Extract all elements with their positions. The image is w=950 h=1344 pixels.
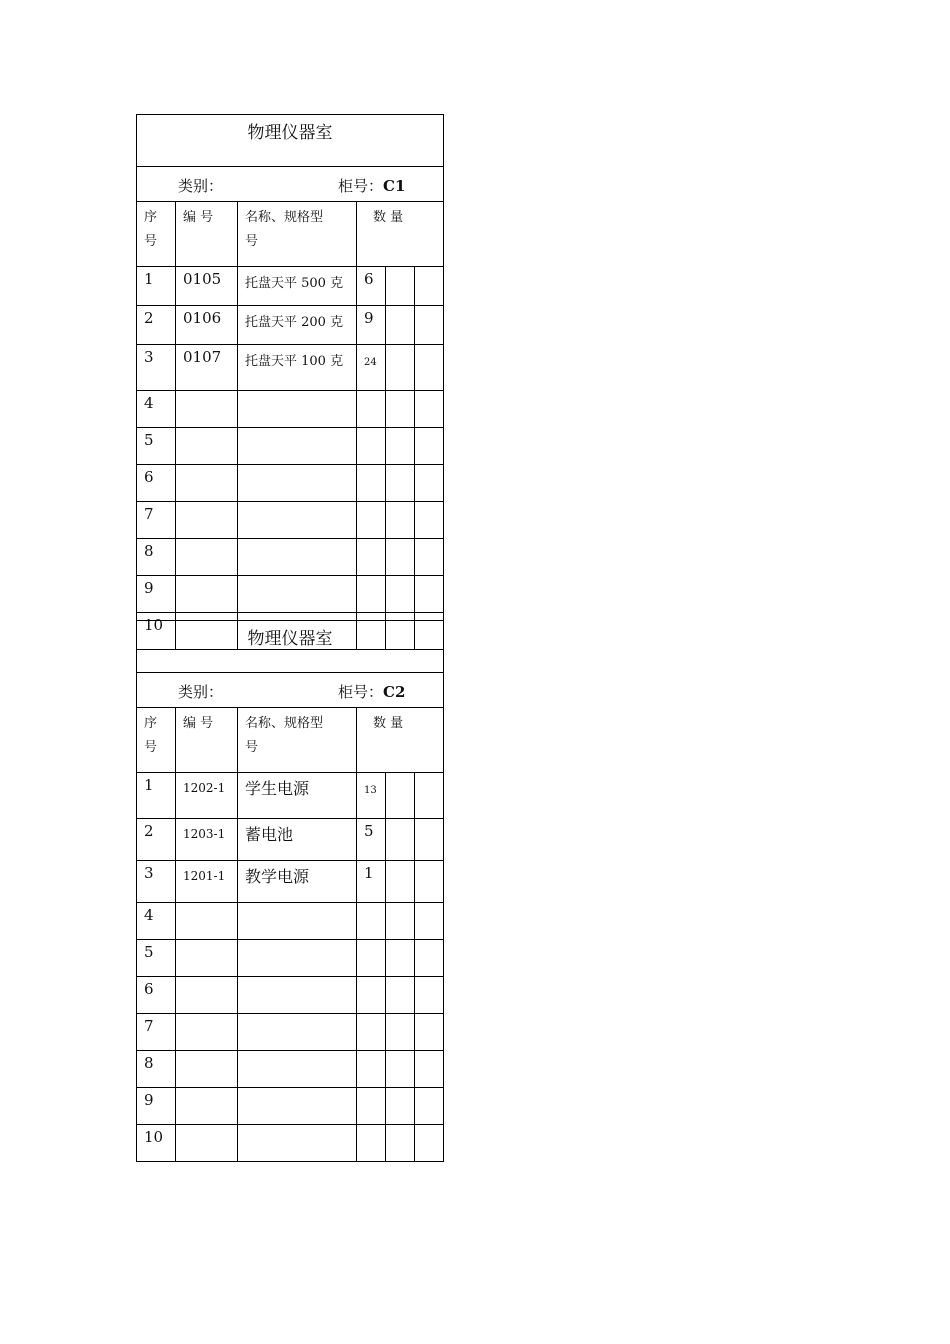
header-quantity: 数 量 [357,708,444,773]
row-blank-cell [415,267,444,306]
table-row [137,940,444,977]
row-blank-cell [386,428,415,465]
header-seq: 序 号 [137,708,176,773]
row-name [238,1051,357,1088]
row-qty [357,1014,386,1051]
row-seq: 3 [137,345,176,391]
table-row [137,903,444,940]
row-code [176,576,238,613]
row-name [238,1125,357,1162]
row-blank-cell [415,903,444,940]
row-blank-cell [386,819,415,861]
row-blank-cell [415,1014,444,1051]
row-name [238,502,357,539]
table-row [137,1088,444,1125]
row-qty [357,465,386,502]
row-seq: 6 [137,977,176,1014]
table-row [137,773,444,819]
header-code: 编 号 [176,202,238,267]
row-name: 托盘天平 100 克 [238,345,357,391]
cabinet-label: 柜号： [338,683,384,701]
row-code: 1201-1 [176,861,238,903]
row-qty [357,1125,386,1162]
row-code [176,1088,238,1125]
table-header-row [137,708,444,773]
row-code [176,1014,238,1051]
card-meta-row [137,673,444,708]
row-code: 0106 [176,306,238,345]
row-blank-cell [386,539,415,576]
row-name: 托盘天平 500 克 [238,267,357,306]
table-row [137,861,444,903]
row-blank-cell [386,861,415,903]
row-seq: 9 [137,1088,176,1125]
table-row [137,428,444,465]
row-blank-cell [386,502,415,539]
cabinet-field [338,681,405,702]
row-blank-cell [415,306,444,345]
row-seq: 9 [137,576,176,613]
row-qty: 5 [357,819,386,861]
table-row [137,576,444,613]
table-row [137,819,444,861]
row-qty [357,502,386,539]
table-row [137,465,444,502]
row-qty [357,977,386,1014]
row-code: 0105 [176,267,238,306]
card-title: 物理仪器室 [137,115,444,167]
row-seq: 4 [137,903,176,940]
header-name: 名称、规格型号 [238,708,357,773]
card-meta-row [137,167,444,202]
row-qty: 9 [357,306,386,345]
row-code [176,977,238,1014]
row-blank-cell [415,773,444,819]
row-code [176,903,238,940]
row-blank-cell [386,1051,415,1088]
row-name [238,428,357,465]
row-blank-cell [386,391,415,428]
row-qty [357,1051,386,1088]
table-row [137,391,444,428]
header-code: 编 号 [176,708,238,773]
table-row [137,502,444,539]
row-seq: 8 [137,539,176,576]
row-blank-cell [415,539,444,576]
row-seq: 2 [137,306,176,345]
row-code [176,1051,238,1088]
row-blank-cell [386,773,415,819]
row-blank-cell [415,576,444,613]
row-blank-cell [415,502,444,539]
row-seq: 1 [137,773,176,819]
row-seq: 10 [137,1125,176,1162]
row-name: 托盘天平 200 克 [238,306,357,345]
row-blank-cell [415,819,444,861]
row-blank-cell [386,345,415,391]
row-name: 学生电源 [238,773,357,819]
row-code [176,940,238,977]
table-row [137,345,444,391]
row-qty [357,391,386,428]
category-label: 类别： [178,177,224,195]
row-name: 蓄电池 [238,819,357,861]
row-qty [357,539,386,576]
row-blank-cell [386,1125,415,1162]
row-name [238,1014,357,1051]
inventory-card-c1 [136,114,443,650]
row-qty [357,940,386,977]
row-name [238,576,357,613]
row-qty: 13 [357,773,386,819]
table-row [137,977,444,1014]
header-name: 名称、规格型号 [238,202,357,267]
inventory-card-c2 [136,620,443,1162]
row-qty: 6 [357,267,386,306]
row-qty [357,1088,386,1125]
row-name [238,1088,357,1125]
cabinet-label: 柜号： [338,177,384,195]
row-code: 1203-1 [176,819,238,861]
row-name [238,465,357,502]
row-blank-cell [415,977,444,1014]
row-blank-cell [415,1125,444,1162]
table-row [137,306,444,345]
row-name [238,977,357,1014]
row-code [176,539,238,576]
row-blank-cell [415,1051,444,1088]
row-name [238,940,357,977]
row-blank-cell [415,428,444,465]
inventory-table [136,620,444,1162]
row-seq: 4 [137,391,176,428]
row-blank-cell [415,1088,444,1125]
row-seq: 3 [137,861,176,903]
row-blank-cell [415,391,444,428]
row-blank-cell [386,267,415,306]
row-qty: 24 [357,345,386,391]
row-blank-cell [386,465,415,502]
row-blank-cell [415,345,444,391]
row-name [238,903,357,940]
row-blank-cell [386,977,415,1014]
row-qty [357,576,386,613]
row-blank-cell [386,903,415,940]
cabinet-field [338,175,405,196]
row-name: 教学电源 [238,861,357,903]
table-row [137,267,444,306]
row-blank-cell [415,940,444,977]
table-row [137,1125,444,1162]
row-seq: 6 [137,465,176,502]
row-blank-cell [415,465,444,502]
row-code [176,428,238,465]
row-name [238,539,357,576]
cabinet-number: C1 [383,177,406,195]
row-code: 1202-1 [176,773,238,819]
row-seq: 8 [137,1051,176,1088]
row-code [176,1125,238,1162]
row-blank-cell [386,1014,415,1051]
row-name [238,391,357,428]
row-seq: 5 [137,428,176,465]
table-row [137,1051,444,1088]
header-seq: 序 号 [137,202,176,267]
row-blank-cell [415,861,444,903]
row-qty [357,428,386,465]
row-code [176,502,238,539]
category-label: 类别： [178,683,224,701]
table-row [137,539,444,576]
row-seq: 2 [137,819,176,861]
row-seq: 7 [137,502,176,539]
row-seq: 10 [137,613,176,650]
row-seq: 1 [137,267,176,306]
row-blank-cell [386,1088,415,1125]
row-blank-cell [386,306,415,345]
inventory-table [136,114,444,650]
row-code: 0107 [176,345,238,391]
row-blank-cell [386,576,415,613]
row-seq: 7 [137,1014,176,1051]
row-code [176,391,238,428]
table-row [137,1014,444,1051]
row-blank-cell [386,940,415,977]
row-code [176,465,238,502]
header-quantity: 数 量 [357,202,444,267]
row-qty: 1 [357,861,386,903]
row-qty [357,903,386,940]
card-title: 物理仪器室 [137,621,444,673]
table-header-row [137,202,444,267]
row-seq: 5 [137,940,176,977]
cabinet-number: C2 [383,683,406,701]
